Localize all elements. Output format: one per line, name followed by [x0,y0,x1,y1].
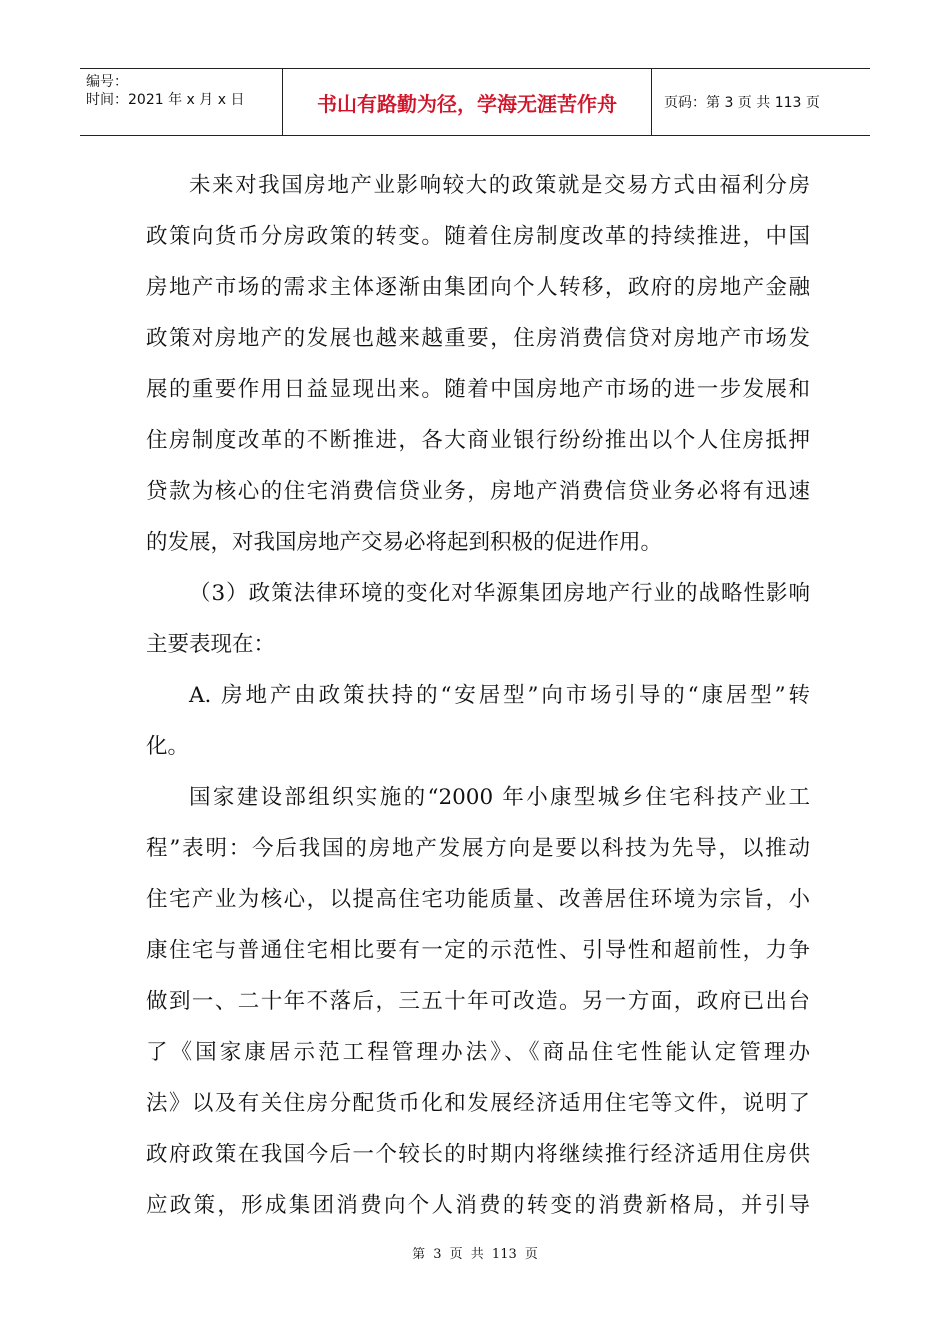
body-line: 未来对我国房地产业影响较大的政策就是交易方式由福利分房 [189,173,810,198]
body-line: 了《国家康居示范工程管理办法》、《商品住宅性能认定管理办 [146,1040,810,1065]
body-line: 房地产市场的需求主体逐渐由集团向个人转移，政府的房地产金融 [146,275,810,300]
page-footer: 第 3 页 共 113 页 [412,1247,538,1262]
body-line: 康住宅与普通住宅相比要有一定的示范性、引导性和超前性，力争 [146,938,810,963]
body-line: 政策对房地产的发展也越来越重要，住房消费信贷对房地产市场发 [146,326,810,351]
body-line: 的发展，对我国房地产交易必将起到积极的促进作用。 [146,530,663,555]
body-line: 贷款为核心的住宅消费信贷业务，房地产消费信贷业务必将有迅速 [146,479,810,504]
page-header [80,68,870,136]
header-page-number: 页码：第 3 页 共 113 页 [664,95,820,111]
document-date-label: 时间：2021 年 x 月 x 日 [86,92,245,108]
body-line: A. 房地产由政策扶持的“安居型”向市场引导的“康居型”转 [189,683,810,708]
body-line: 化。 [146,734,190,759]
header-motto: 书山有路勤为径，学海无涯苦作舟 [317,92,617,116]
body-line: 住房制度改革的不断推进，各大商业银行纷纷推出以个人住房抵押 [146,428,810,453]
header-right-cell [652,69,870,135]
body-line: 法》以及有关住房分配货币化和发展经济适用住宅等文件，说明了 [146,1091,810,1116]
body-line: 国家建设部组织实施的“2000 年小康型城乡住宅科技产业工 [189,785,810,810]
body-line: （3）政策法律环境的变化对华源集团房地产行业的战略性影响 [189,581,810,606]
body-line: 展的重要作用日益显现出来。随着中国房地产市场的进一步发展和 [146,377,810,402]
document-body [146,160,810,1231]
body-line: 政府政策在我国今后一个较长的时期内将继续推行经济适用住房供 [146,1142,810,1167]
body-line: 政策向货币分房政策的转变。随着住房制度改革的持续推进，中国 [146,224,810,249]
body-line: 做到一、二十年不落后，三五十年可改造。另一方面，政府已出台 [146,989,810,1014]
body-line: 程”表明：今后我国的房地产发展方向是要以科技为先导，以推动 [146,836,810,861]
header-middle-cell [282,69,652,135]
body-line: 住宅产业为核心，以提高住宅功能质量、改善居住环境为宗旨，小 [146,887,810,912]
body-line: 应政策，形成集团消费向个人消费的转变的消费新格局，并引导 [146,1193,810,1218]
header-left-cell [80,69,282,135]
body-line: 主要表现在： [146,632,276,657]
document-number-label: 编号： [86,74,128,90]
